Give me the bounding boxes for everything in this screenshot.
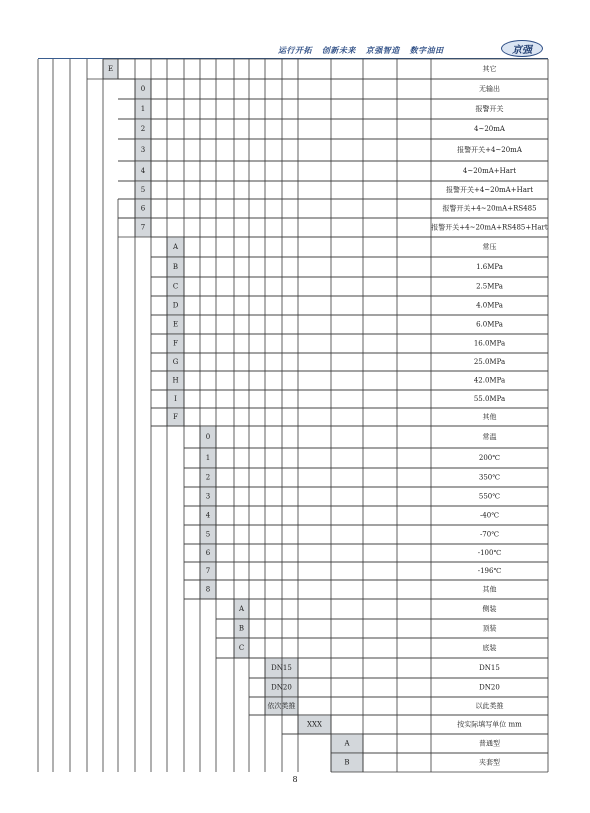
option-code: 依次类推 bbox=[267, 702, 296, 710]
option-code: 7 bbox=[205, 567, 211, 575]
option-code: 2 bbox=[140, 125, 146, 133]
option-description: 16.0MPa bbox=[473, 339, 506, 348]
option-code: E bbox=[172, 320, 179, 329]
option-code: 3 bbox=[140, 146, 146, 154]
option-description: 底装 bbox=[482, 644, 497, 652]
option-code: 2 bbox=[205, 473, 211, 482]
option-code: 8 bbox=[205, 585, 211, 594]
option-description: 其他 bbox=[482, 413, 497, 421]
option-description: 报警开关 bbox=[475, 105, 504, 113]
option-description: 6.0MPa bbox=[476, 320, 503, 329]
option-code: G bbox=[172, 358, 179, 366]
option-description: 55.0MPa bbox=[473, 395, 506, 403]
option-code: 0 bbox=[205, 433, 211, 441]
option-description: 4~20mA bbox=[474, 125, 505, 133]
option-description: 常温 bbox=[482, 433, 497, 441]
option-description: -70℃ bbox=[479, 530, 500, 539]
option-description: 报警开关+4~20mA+Hart bbox=[445, 186, 534, 194]
option-description: 350℃ bbox=[478, 473, 501, 482]
option-description: 常压 bbox=[482, 243, 497, 251]
option-code: F bbox=[173, 339, 178, 348]
option-code: 6 bbox=[205, 549, 211, 557]
option-code: I bbox=[174, 395, 177, 403]
option-code: 1 bbox=[205, 454, 211, 462]
header-slogan: 运行开拓 创新未来 京强智造 数字油田 bbox=[278, 45, 444, 55]
option-description: 顶装 bbox=[482, 624, 497, 633]
option-description: 42.0MPa bbox=[473, 376, 506, 385]
option-code: 4 bbox=[140, 167, 146, 175]
option-description: 其它 bbox=[482, 65, 497, 73]
option-description: 无输出 bbox=[479, 85, 500, 93]
option-code: 0 bbox=[140, 85, 146, 93]
logo-text: 京强 bbox=[512, 45, 532, 56]
option-description: 报警开关+4~20mA+RS485+Hart bbox=[431, 223, 548, 232]
option-code: DN15 bbox=[271, 664, 292, 672]
option-code: A bbox=[172, 243, 179, 251]
option-code: B bbox=[344, 758, 350, 767]
option-description: 25.0MPa bbox=[473, 358, 506, 366]
option-code: 3 bbox=[205, 492, 211, 501]
option-description: -196℃ bbox=[477, 567, 502, 575]
option-code: 5 bbox=[205, 530, 211, 539]
option-description: DN15 bbox=[479, 664, 500, 672]
option-description: 侧装 bbox=[482, 605, 497, 613]
option-code: C bbox=[238, 644, 245, 652]
option-code: 1 bbox=[140, 105, 146, 113]
option-code: E bbox=[107, 65, 114, 73]
option-code: 4 bbox=[205, 511, 211, 520]
option-description: 报警开关+4~20mA bbox=[457, 146, 522, 154]
option-code: D bbox=[172, 301, 179, 310]
option-code: A bbox=[344, 739, 350, 748]
option-code: C bbox=[172, 282, 179, 291]
option-description: 4.0MPa bbox=[476, 301, 503, 310]
option-code: B bbox=[172, 263, 179, 271]
option-code: F bbox=[173, 413, 178, 421]
option-code: B bbox=[238, 624, 245, 633]
option-code: 6 bbox=[140, 204, 146, 213]
option-description: 报警开关+4~20mA+RS485 bbox=[442, 204, 537, 213]
option-description: -40℃ bbox=[479, 511, 500, 520]
option-code: 7 bbox=[140, 223, 146, 232]
option-description: 按实际填写单位 mm bbox=[457, 720, 522, 729]
option-code: H bbox=[172, 376, 179, 385]
option-description: 以此类推 bbox=[475, 702, 504, 710]
option-code: XXX bbox=[307, 720, 322, 729]
option-description: 1.6MPa bbox=[476, 263, 503, 271]
option-description: 夹套型 bbox=[479, 758, 500, 767]
option-code: DN20 bbox=[271, 683, 292, 692]
option-description: 2.5MPa bbox=[476, 282, 503, 291]
option-code: A bbox=[238, 605, 245, 613]
option-description: 200℃ bbox=[478, 454, 501, 462]
option-description: -100℃ bbox=[477, 549, 502, 557]
option-description: 550℃ bbox=[478, 492, 501, 501]
option-code: 5 bbox=[140, 186, 146, 194]
option-description: 其他 bbox=[482, 585, 497, 594]
page-number: 8 bbox=[292, 775, 298, 784]
option-description: 4~20mA+Hart bbox=[462, 167, 517, 175]
option-description: DN20 bbox=[479, 683, 500, 692]
option-description: 普通型 bbox=[479, 739, 500, 748]
